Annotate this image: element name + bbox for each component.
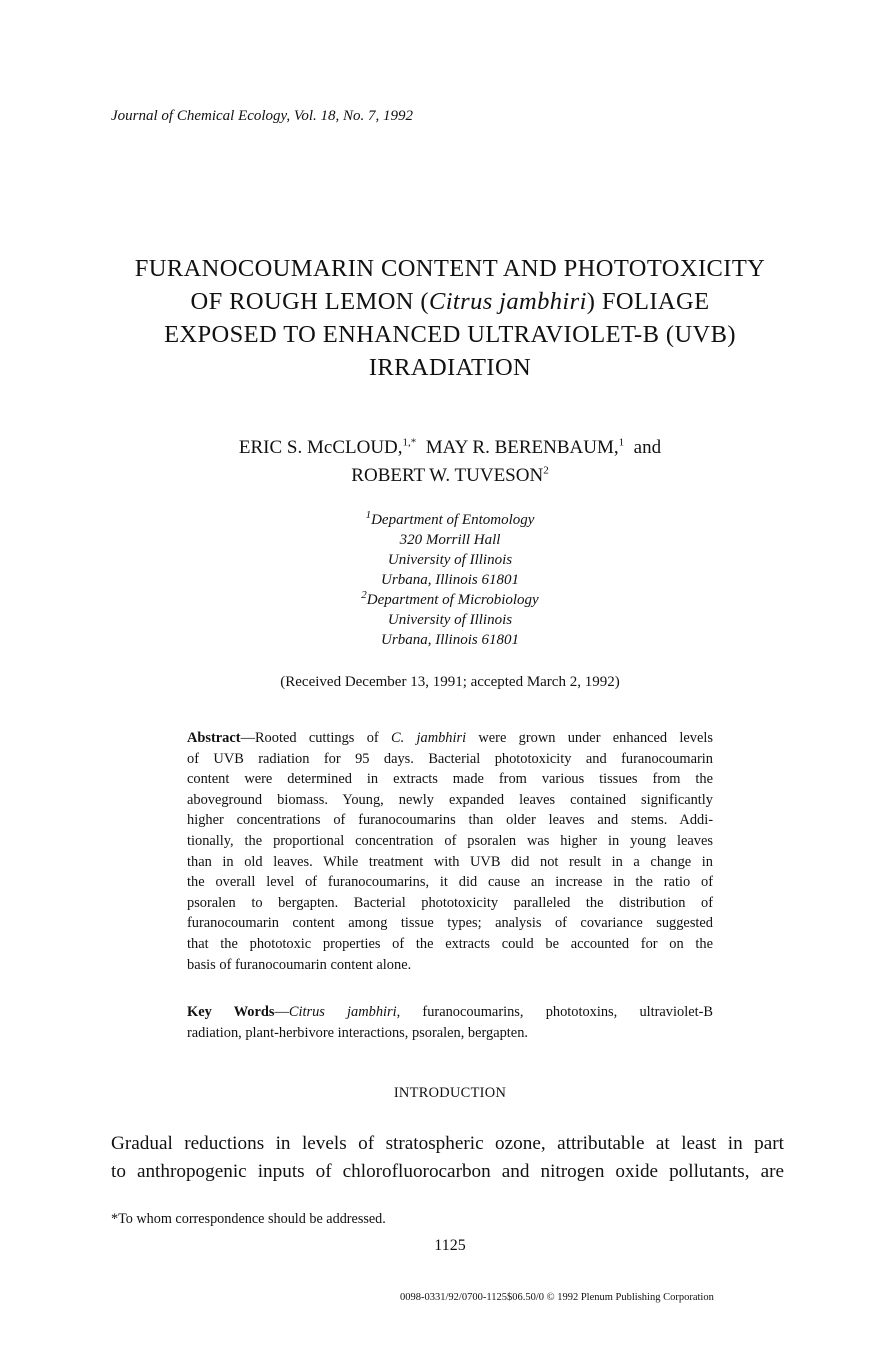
abstract-line: furanocoumarin content among tissue types; analysis of covariance suggested (187, 915, 713, 932)
title-line-2-pre: OF ROUGH LEMON ( (190, 288, 429, 315)
copyright-imprint: 0098-0331/92/0700-1125$06.50/0 © 1992 Plenum Publishing Corporation (400, 1292, 714, 1303)
affil-city-1: Urbana, Illinois 61801 (381, 572, 519, 588)
affil-dept-1-text: Department of Entomology (371, 512, 535, 528)
title-line-2 (90, 285, 810, 318)
affil-university-2: University of Illinois (387, 612, 513, 628)
title-line-1: FURANOCOUMARIN CONTENT AND PHOTOTOXICITY (134, 255, 766, 282)
abstract-line: aboveground biomass. Young, newly expanded leaves contained significantly (187, 791, 713, 808)
author-line-1 (90, 434, 810, 462)
abstract-line (187, 728, 713, 749)
author-berenbaum: MAY R. BERENBAUM, (425, 437, 619, 458)
correspondence-footnote: *To whom correspondence should be addressed. (111, 1211, 386, 1227)
author-line-2 (90, 462, 810, 490)
abstract-line: than in old leaves. While treatment with UVB did not result in a change in (187, 853, 713, 870)
abstract-line: tionally, the proportional concentration of psoralen was higher in young leaves (187, 832, 713, 849)
abstract-label: Abstract (187, 730, 241, 746)
affil-dept-2 (250, 590, 650, 610)
received-dates: (Received December 13, 1991; accepted March 2, 1992) (280, 674, 620, 690)
affiliations (250, 510, 650, 650)
affil-sup-2: 2 (361, 589, 367, 601)
affil-city-2: Urbana, Illinois 61801 (381, 632, 519, 648)
title-species: Citrus jambhiri (428, 288, 587, 315)
abstract-line: of UVB radiation for 95 days. Bacterial phototoxicity and furanocoumarin (187, 750, 713, 767)
affil-university-1: University of Illinois (387, 552, 513, 568)
title-line-4: IRRADIATION (368, 354, 532, 381)
abstract-line: basis of furanocoumarin content alone. (187, 956, 412, 973)
abstract-species: C. jambhiri (391, 730, 467, 746)
title-line-2-post: ) FOLIAGE (586, 288, 710, 315)
author-conjunction: and (633, 437, 662, 458)
abstract-line: content were determined in extracts made from various tissues from the (187, 771, 713, 788)
keywords (187, 1002, 713, 1043)
introduction-body (111, 1130, 784, 1186)
abstract-line: the overall level of furanocoumarins, it did cause an increase in the ratio of (187, 874, 713, 891)
abstract-line: psoralen to bergapten. Bacterial phototoxicity paralleled the distribution of (187, 894, 713, 911)
body-line-1: Gradual reductions in levels of stratospheric ozone, attributable at least in part (111, 1133, 784, 1154)
affil-dept-1 (250, 510, 650, 530)
introduction-heading: INTRODUCTION (393, 1085, 507, 1101)
journal-citation: Journal of Chemical Ecology, Vol. 18, No. 7, 1992 (111, 108, 414, 124)
title-line-3: EXPOSED TO ENHANCED ULTRAVIOLET-B (UVB) (164, 321, 736, 348)
affil-dept-2-text: Department of Microbiology (366, 592, 539, 608)
keywords-line-2: radiation, plant-herbivore interactions, psoralen, bergapten. (187, 1024, 528, 1041)
author-list (90, 434, 810, 490)
abstract-line: that the phototoxic properties of the extracts could be accounted for on the (187, 935, 713, 952)
keywords-line-1-rest: , furanocoumarins, phototoxins, ultraviolet-B (396, 1004, 713, 1020)
keywords-species: Citrus jambhiri (288, 1004, 397, 1020)
page-number: 1125 (434, 1237, 466, 1254)
author-berenbaum-sup: 1 (618, 436, 625, 449)
body-line-2: to anthropogenic inputs of chlorofluorocarbon and nitrogen oxide pollutants, are (111, 1161, 784, 1182)
author-tuveson: ROBERT W. TUVESON (351, 465, 544, 486)
abstract-line-1b: were grown under enhanced levels (466, 730, 713, 746)
abstract (187, 728, 713, 975)
author-tuveson-sup: 2 (543, 464, 549, 477)
keywords-label: Key Words (187, 1004, 275, 1020)
article-title (90, 252, 810, 384)
author-mccloud-sup: 1,* (402, 436, 417, 449)
affil-sup-1: 1 (365, 509, 372, 521)
author-mccloud: ERIC S. McCLOUD, (238, 437, 403, 458)
abstract-line: higher concentrations of furanocoumarins than older leaves and stems. Addi- (187, 812, 713, 829)
abstract-line-1a: —Rooted cuttings of (240, 730, 391, 746)
affil-address-1: 320 Morrill Hall (399, 532, 501, 548)
keywords-line-1 (187, 1002, 713, 1023)
keywords-dash: — (274, 1004, 289, 1020)
